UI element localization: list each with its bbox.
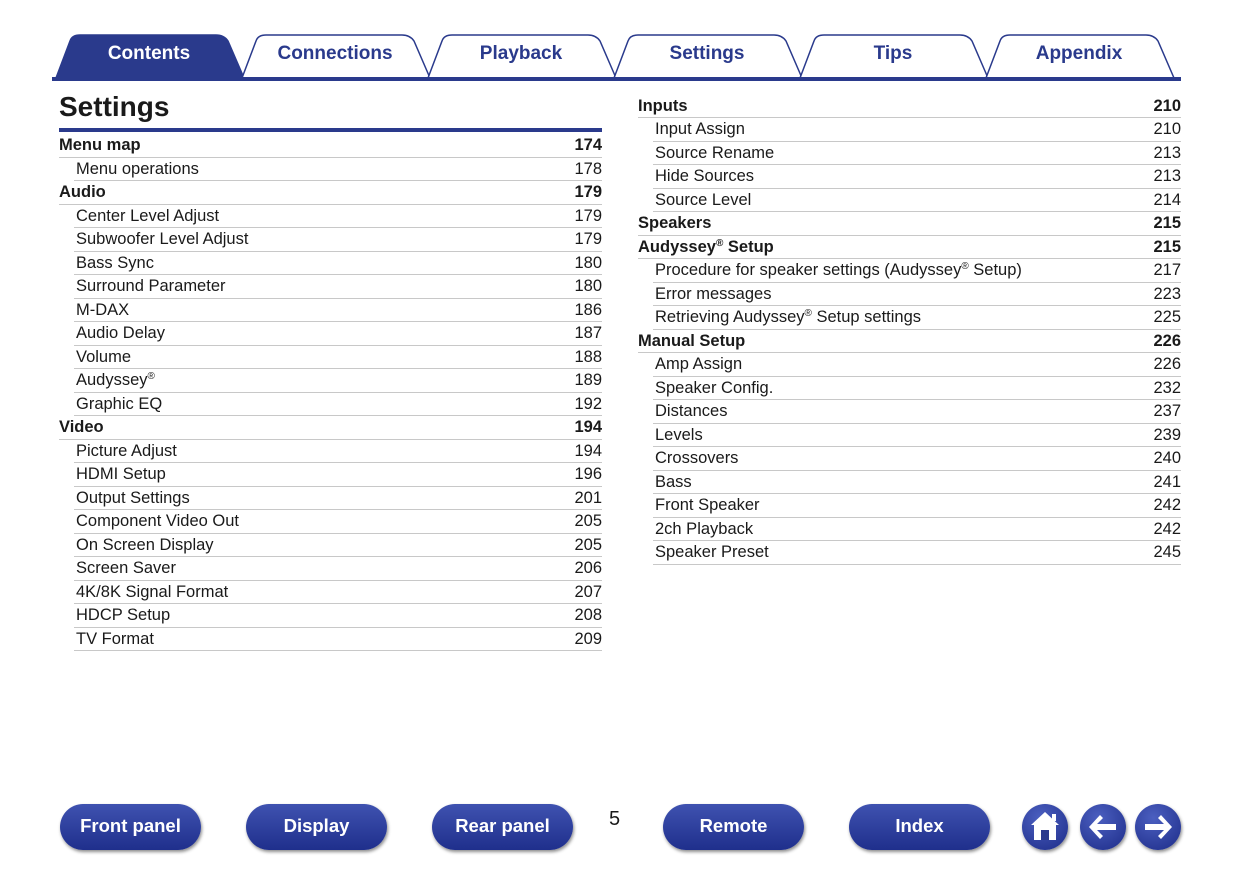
toc-page-number: 189 <box>574 371 602 389</box>
toc-subentry[interactable] <box>76 158 602 182</box>
toc-page-number: 179 <box>574 183 602 201</box>
tab-bar-underline <box>52 77 1181 81</box>
page-title: Settings <box>59 91 170 122</box>
toc-page-number: 223 <box>1153 284 1181 303</box>
back-button[interactable] <box>1080 804 1126 850</box>
toc-page-number: 201 <box>574 488 602 507</box>
toc-entry-title: Source Level <box>655 190 752 209</box>
toc-entry-title: Video <box>59 418 104 436</box>
home-button[interactable] <box>1022 804 1068 850</box>
toc-section-entry[interactable] <box>59 416 602 440</box>
toc-subentry[interactable] <box>655 424 1181 448</box>
toc-subentry[interactable] <box>76 463 602 487</box>
toc-subentry[interactable] <box>76 346 602 370</box>
page-number: 5 <box>609 808 621 830</box>
title-underline <box>59 128 602 132</box>
tab-label: Contents <box>107 43 191 64</box>
toc-subentry[interactable] <box>655 353 1181 377</box>
toc-entry-title: Speakers <box>638 214 712 232</box>
toc-page-number: 245 <box>1153 543 1181 561</box>
toc-subentry[interactable] <box>76 557 602 581</box>
toc-entry-title: Audyssey® Setup <box>638 237 774 256</box>
toc-subentry[interactable] <box>76 275 602 299</box>
toc-entry-title: Output Settings <box>76 488 190 507</box>
toc-page-number: 210 <box>1153 120 1181 138</box>
toc-page-number: 205 <box>574 535 602 554</box>
toc-subentry[interactable] <box>76 252 602 276</box>
toc-subentry[interactable] <box>655 118 1181 142</box>
toc-page-number: 217 <box>1153 261 1181 279</box>
forward-button[interactable] <box>1135 804 1181 850</box>
toc-subentry[interactable] <box>655 377 1181 401</box>
toc-subentry[interactable] <box>76 487 602 511</box>
toc-page-number: 215 <box>1153 214 1181 232</box>
remote-button[interactable]: Remote <box>663 804 804 850</box>
toc-page-number: 180 <box>574 277 602 295</box>
registered-mark: ® <box>715 237 724 249</box>
toc-section-entry[interactable] <box>638 95 1181 119</box>
toc-entry-title: Volume <box>76 347 132 366</box>
registered-mark: ® <box>961 261 969 272</box>
toc-page-number: 179 <box>574 206 602 225</box>
index-button[interactable]: Index <box>849 804 990 850</box>
toc-page-number: 215 <box>1153 237 1181 256</box>
tab-appendix[interactable] <box>986 35 1172 78</box>
toc-page-number: 208 <box>574 606 602 624</box>
forward-arrow-icon <box>1135 804 1181 850</box>
toc-page-number: 240 <box>1153 449 1181 467</box>
toc-page-number: 209 <box>574 629 602 648</box>
toc-subentry[interactable] <box>655 400 1181 424</box>
tab-playback[interactable] <box>428 35 614 78</box>
toc-entry-title: Audio Delay <box>76 324 165 342</box>
toc-entry-title: Input Assign <box>655 120 745 138</box>
registered-mark: ® <box>804 308 812 319</box>
toc-page-number: 187 <box>574 324 602 342</box>
toc-section-entry[interactable] <box>638 330 1181 354</box>
toc-section-entry[interactable] <box>59 134 602 158</box>
tab-label: Playback <box>479 43 563 64</box>
toc-subentry[interactable] <box>655 494 1181 518</box>
toc-subentry[interactable] <box>655 471 1181 495</box>
toc-page-number: 210 <box>1153 96 1181 115</box>
toc-subentry[interactable] <box>655 541 1181 565</box>
toc-entry-title: Audio <box>59 183 106 201</box>
toc-section-entry[interactable] <box>638 236 1181 260</box>
toc-page-number: 178 <box>574 159 602 178</box>
toc-subentry[interactable] <box>76 581 602 605</box>
toc-page-number: 194 <box>574 441 602 460</box>
toc-subentry[interactable] <box>655 165 1181 189</box>
toc-page-number: 225 <box>1153 308 1181 326</box>
toc-page-number: 242 <box>1153 496 1181 514</box>
toc-entry-title: Distances <box>655 402 728 420</box>
toc-page-number: 242 <box>1153 519 1181 538</box>
home-icon <box>1022 804 1068 850</box>
toc-page-number: 196 <box>574 465 602 483</box>
toc-subentry[interactable] <box>76 628 602 652</box>
tab-connections[interactable] <box>242 35 428 78</box>
toc-page-number: 194 <box>574 418 602 436</box>
toc-page-number: 192 <box>574 394 602 413</box>
toc-subentry[interactable] <box>76 322 602 346</box>
toc-page-number: 237 <box>1153 402 1181 420</box>
toc-entry-title: Surround Parameter <box>76 277 226 295</box>
toc-subentry[interactable] <box>76 440 602 464</box>
toc-entry-title: 4K/8K Signal Format <box>76 582 229 601</box>
toc-page-number: 226 <box>1153 331 1181 350</box>
toc-entry-title: Levels <box>655 425 703 444</box>
toc-entry-title: Crossovers <box>655 449 739 467</box>
toc-subentry[interactable] <box>655 142 1181 166</box>
toc-entry-title: TV Format <box>76 629 154 648</box>
row-divider <box>653 564 1181 565</box>
toc-entry-title: Screen Saver <box>76 559 176 577</box>
tab-settings[interactable] <box>614 35 800 78</box>
tab-tips[interactable] <box>800 35 986 78</box>
registered-mark: ® <box>147 371 155 382</box>
toc-subentry[interactable] <box>655 189 1181 213</box>
toc-entry-title: Amp Assign <box>655 355 743 373</box>
toc-page-number: 213 <box>1153 167 1181 185</box>
toc-subentry[interactable] <box>76 534 602 558</box>
toc-entry-title: Inputs <box>638 96 688 115</box>
toc-entry-title: Manual Setup <box>638 331 746 350</box>
toc-entry-title: Picture Adjust <box>76 441 177 460</box>
toc-entry-title: Bass Sync <box>76 253 154 272</box>
toc-entry-title: Speaker Preset <box>655 543 769 561</box>
toc-page-number: 174 <box>574 136 602 154</box>
toc-entry-title: Source Rename <box>655 143 775 162</box>
toc-entry-title: Component Video Out <box>76 512 239 530</box>
toc-subentry[interactable] <box>655 283 1181 307</box>
toc-entry-title: Speaker Config. <box>655 378 774 397</box>
toc-page-number: 214 <box>1153 190 1181 209</box>
toc-page-number: 239 <box>1153 425 1181 444</box>
toc-subentry[interactable] <box>655 259 1181 283</box>
toc-subentry[interactable] <box>76 205 602 229</box>
toc-page-number: 205 <box>574 512 602 530</box>
toc-subentry[interactable] <box>76 393 602 417</box>
toc-subentry[interactable] <box>76 510 602 534</box>
toc-subentry[interactable] <box>655 518 1181 542</box>
toc-subentry[interactable] <box>76 604 602 628</box>
toc-page-number: 213 <box>1153 143 1181 162</box>
toc-entry-title: Menu map <box>59 136 141 154</box>
display-button[interactable]: Display <box>246 804 387 850</box>
rear-panel-button[interactable]: Rear panel <box>432 804 573 850</box>
toc-entry-title: Front Speaker <box>655 496 760 514</box>
toc-entry-title: Audyssey® <box>76 371 155 389</box>
toc-entry-title: 2ch Playback <box>655 519 754 538</box>
toc-subentry[interactable] <box>76 369 602 393</box>
tab-label: Connections <box>277 43 393 64</box>
back-arrow-icon <box>1080 804 1126 850</box>
toc-subentry[interactable] <box>655 306 1181 330</box>
toc-entry-title: On Screen Display <box>76 535 214 554</box>
toc-subentry[interactable] <box>655 447 1181 471</box>
toc-entry-title: Menu operations <box>76 159 199 178</box>
toc-entry-title: HDCP Setup <box>76 606 171 624</box>
toc-page-number: 232 <box>1153 378 1181 397</box>
toc-entry-title: Subwoofer Level Adjust <box>76 230 249 248</box>
toc-entry-title: Procedure for speaker settings (Audyssey® Setup) <box>655 261 1022 279</box>
toc-section-entry[interactable] <box>638 212 1181 236</box>
toc-entry-title: Bass <box>655 472 692 491</box>
front-panel-button[interactable]: Front panel <box>60 804 201 850</box>
toc-entry-title: Center Level Adjust <box>76 206 220 225</box>
toc-subentry[interactable] <box>76 228 602 252</box>
toc-subentry[interactable] <box>76 299 602 323</box>
toc-entry-title: HDMI Setup <box>76 465 166 483</box>
toc-entry-title: Graphic EQ <box>76 394 163 413</box>
toc-page-number: 241 <box>1153 472 1181 491</box>
toc-page-number: 186 <box>574 300 602 319</box>
toc-section-entry[interactable] <box>59 181 602 205</box>
tab-label: Appendix <box>1035 43 1123 64</box>
toc-page-number: 226 <box>1153 355 1181 373</box>
toc-page-number: 207 <box>574 582 602 601</box>
row-divider <box>74 650 602 651</box>
toc-entry-title: Retrieving Audyssey® Setup settings <box>655 308 922 326</box>
toc-entry-title: Hide Sources <box>655 167 755 185</box>
toc-page-number: 206 <box>574 559 602 577</box>
tab-label: Settings <box>669 43 745 64</box>
tab-label: Tips <box>873 43 913 64</box>
toc-entry-title: M-DAX <box>76 300 130 319</box>
toc-page-number: 188 <box>574 347 602 366</box>
toc-entry-title: Error messages <box>655 284 772 303</box>
toc-page-number: 179 <box>574 230 602 248</box>
toc-page-number: 180 <box>574 253 602 272</box>
tab-contents[interactable] <box>56 35 242 78</box>
